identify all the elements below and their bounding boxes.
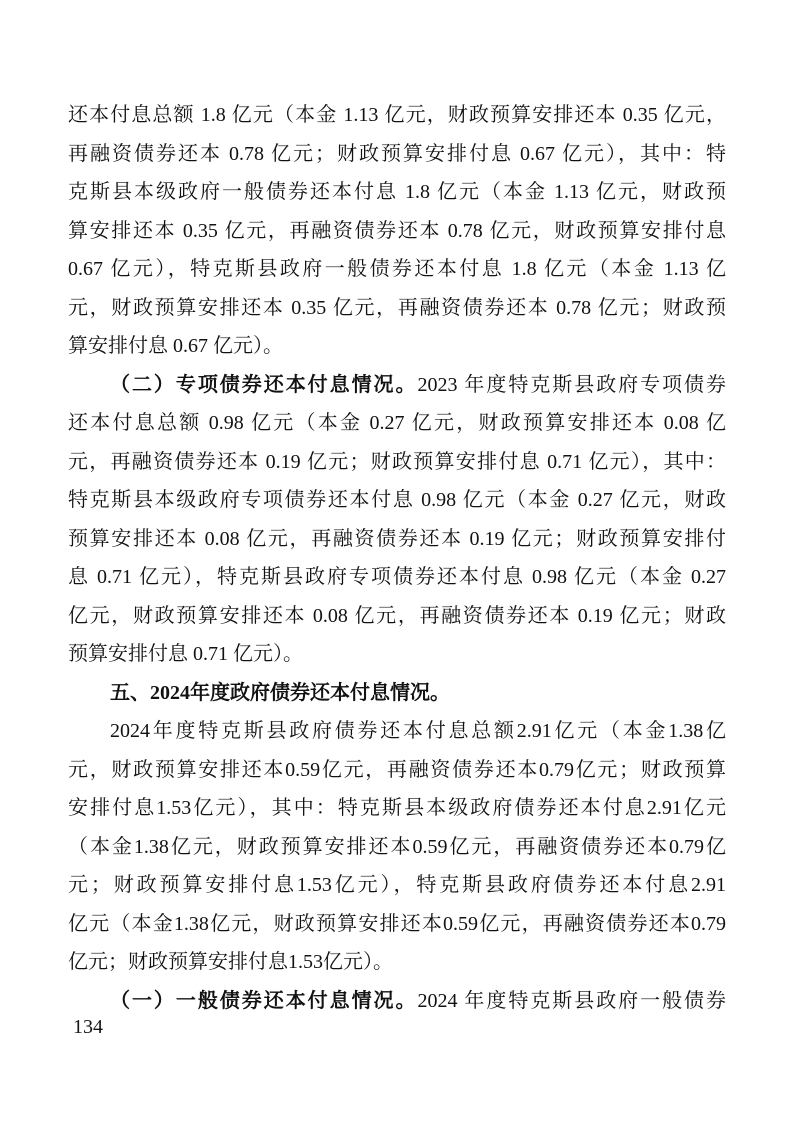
text-line xyxy=(68,520,726,559)
page-number: 134 xyxy=(73,1016,103,1038)
text-line xyxy=(68,597,726,636)
text-line xyxy=(68,212,726,251)
text-line xyxy=(68,943,726,982)
text-line xyxy=(68,96,726,135)
text-run: 安排付息1.53亿元），其中：特克斯县本级政府债券还本付息2.91亿元 xyxy=(68,797,726,819)
text-line xyxy=(68,481,726,520)
text-run: 亿元；财政预算安排付息1.53亿元）。 xyxy=(68,951,393,973)
text-run: 还本付息总额 1.8 亿元（本金 1.13 亿元，财政预算安排还本 0.35 亿元， xyxy=(68,104,726,126)
text-line xyxy=(68,982,726,1021)
text-line xyxy=(68,404,726,443)
text-line xyxy=(68,327,726,366)
text-run: 算安排还本 0.35 亿元，再融资债券还本 0.78 亿元，财政预算安排付息 xyxy=(68,219,726,242)
text-run: 特克斯县本级政府专项债券还本付息 0.98 亿元（本金 0.27 亿元，财政 xyxy=(68,489,726,511)
text-run: 息 0.71 亿元），特克斯县政府专项债券还本付息 0.98 亿元（本金 0.27 xyxy=(68,566,726,588)
text-run: （本金1.38亿元，财政预算安排还本0.59亿元，再融资债券还本0.79亿 xyxy=(68,835,726,858)
text-run: 元，财政预算安排还本 0.35 亿元，再融资债券还本 0.78 亿元；财政预 xyxy=(68,296,726,319)
text-line xyxy=(68,558,726,597)
text-run: 还本付息总额 0.98 亿元（本金 0.27 亿元，财政预算安排还本 0.08 亿 xyxy=(68,412,726,434)
text-run: 算安排付息 0.67 亿元）。 xyxy=(68,335,283,357)
document-body xyxy=(68,96,726,1020)
text-line xyxy=(68,289,726,328)
text-line xyxy=(68,789,726,828)
text-run: 克斯县本级政府一般债券还本付息 1.8 亿元（本金 1.13 亿元，财政预 xyxy=(68,181,726,203)
text-line xyxy=(68,866,726,905)
text-run: 预算安排付息 0.71 亿元）。 xyxy=(68,643,303,665)
text-line xyxy=(68,905,726,944)
text-line xyxy=(68,173,726,212)
text-line xyxy=(68,751,726,790)
text-run: 元，再融资债券还本 0.19 亿元；财政预算安排付息 0.71 亿元），其中： xyxy=(68,450,726,473)
text-run: 再融资债券还本 0.78 亿元；财政预算安排付息 0.67 亿元），其中：特 xyxy=(68,142,726,165)
text-run: 0.67 亿元），特克斯县政府一般债券还本付息 1.8 亿元（本金 1.13 亿 xyxy=(68,258,726,280)
text-run-bold: （二）专项债券还本付息情况。 xyxy=(110,373,418,396)
text-line xyxy=(68,135,726,174)
text-run: 元，财政预算安排还本0.59亿元，再融资债券还本0.79亿元；财政预算 xyxy=(68,758,726,781)
text-run: 亿元（本金1.38亿元，财政预算安排还本0.59亿元，再融资债券还本0.79 xyxy=(68,912,726,935)
text-run-bold: （一）一般债券还本付息情况。 xyxy=(110,989,418,1012)
text-run: 预算安排还本 0.08 亿元，再融资债券还本 0.19 亿元；财政预算安排付 xyxy=(68,527,726,550)
text-run: 2024年度特克斯县政府债券还本付息总额2.91亿元（本金1.38亿 xyxy=(110,720,726,742)
text-line xyxy=(68,443,726,482)
text-line xyxy=(68,712,726,751)
text-line xyxy=(68,250,726,289)
text-line xyxy=(68,828,726,867)
text-run: 亿元，财政预算安排还本 0.08 亿元，再融资债券还本 0.19 亿元；财政 xyxy=(68,604,726,627)
text-run: 2024 年度特克斯县政府一般债券 xyxy=(417,989,727,1012)
text-run: 元；财政预算安排付息1.53亿元），特克斯县政府债券还本付息2.91 xyxy=(68,874,726,896)
text-line xyxy=(68,366,726,405)
text-line xyxy=(68,635,726,674)
text-line xyxy=(68,674,726,713)
text-run: 2023 年度特克斯县政府专项债券 xyxy=(417,373,727,396)
text-run-bold: 五、2024年度政府债券还本付息情况。 xyxy=(110,681,450,704)
